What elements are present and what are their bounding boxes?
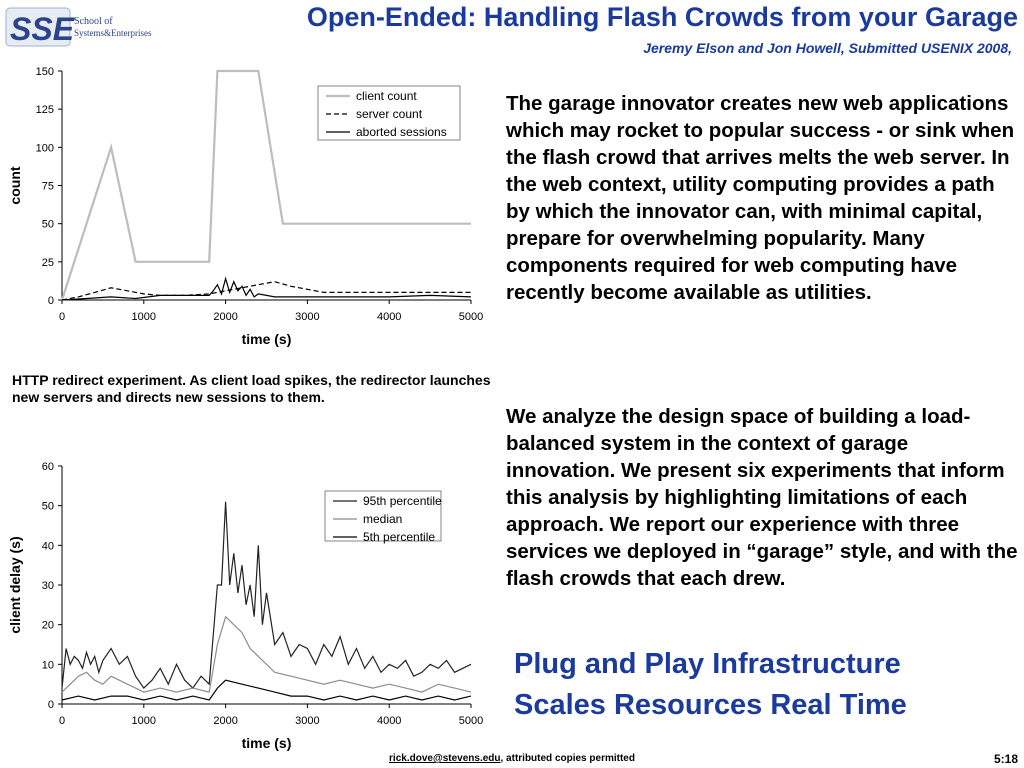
logo-mark: SSE	[10, 11, 75, 47]
legend-label-2: 5th percentile	[363, 530, 436, 544]
footer-text: , attributed copies permitted	[500, 753, 635, 764]
paragraph-intro: The garage innovator creates new web applications which may rocket to popular success - or sink when the flash crowd that arrives melts the web server. In the web context, utility computing provides a path by which the innovator can, with minimal capital, prepare for overwhelming popularity. Many components required for web computing have recently become available as utilities.	[506, 92, 1015, 304]
y-tick-label: 50	[41, 218, 54, 231]
x-axis-label: time (s)	[241, 735, 292, 751]
y-tick-label: 30	[41, 580, 54, 592]
x-tick-label: 2000	[213, 311, 238, 323]
page-number: 5:18	[993, 752, 1018, 766]
count-chart	[0, 58, 492, 358]
tagline-line-1: Plug and Play Infrastructure	[514, 648, 901, 680]
y-tick-label: 40	[41, 540, 54, 553]
series-line-2	[62, 680, 471, 700]
x-tick-label: 4000	[376, 715, 402, 727]
logo-line1: School of	[74, 16, 113, 27]
y-axis-label: client delay (s)	[7, 536, 23, 634]
legend-label-1: median	[363, 512, 403, 526]
x-tick-label: 5000	[458, 311, 484, 323]
series-line-1	[62, 617, 471, 692]
x-tick-label: 2000	[213, 715, 238, 727]
legend-label-1: server count	[356, 107, 423, 121]
slide-title: Open-Ended: Handling Flash Crowds from your Garage	[306, 2, 1018, 32]
series-line-2	[62, 279, 471, 300]
x-axis-label: time (s)	[241, 331, 292, 347]
figure-caption: HTTP redirect experiment. As client load spikes, the redirector launches new servers and directs new sessions to them.	[12, 372, 491, 405]
x-tick-label: 1000	[131, 715, 157, 727]
y-tick-label: 125	[35, 104, 54, 117]
x-tick-label: 3000	[295, 715, 320, 727]
y-tick-label: 50	[41, 500, 54, 513]
legend-label-2: aborted sessions	[356, 125, 447, 139]
footer	[300, 753, 724, 764]
y-tick-label: 0	[47, 295, 54, 307]
y-axis-label: count	[7, 166, 23, 205]
y-tick-label: 25	[41, 256, 54, 269]
x-tick-label: 5000	[458, 715, 484, 727]
slide-subtitle: Jeremy Elson and Jon Howell, Submitted USENIX 2008,	[643, 40, 1012, 56]
y-tick-label: 60	[41, 461, 54, 473]
x-tick-label: 0	[58, 311, 66, 323]
y-tick-label: 100	[35, 142, 54, 155]
y-tick-label: 20	[41, 619, 54, 632]
delay-chart-svg	[0, 454, 492, 759]
delay-chart	[0, 454, 492, 759]
y-tick-label: 150	[35, 66, 54, 78]
y-tick-label: 0	[47, 699, 54, 711]
x-tick-label: 4000	[376, 311, 402, 323]
y-tick-label: 10	[41, 659, 54, 672]
legend-label-0: client count	[356, 89, 417, 103]
x-tick-label: 1000	[131, 311, 157, 323]
count-chart-svg	[0, 58, 492, 358]
legend-label-0: 95th percentile	[363, 494, 442, 508]
paragraph-analysis: We analyze the design space of building a load-balanced system in the context of garage innovation. We present six experiments that inform this analysis by highlighting limitations of each approach. We report our experience with three services we deployed in “garage” style, and with the flash crowds that each drew.	[506, 405, 1018, 590]
x-tick-label: 0	[58, 715, 66, 727]
footer-email-link[interactable]: rick.dove@stevens.edu	[389, 753, 501, 764]
tagline-line-2: Scales Resources Real Time	[514, 689, 907, 721]
y-tick-label: 75	[41, 180, 54, 193]
x-tick-label: 3000	[295, 311, 320, 323]
logo-line2: Systems&Enterprises	[74, 28, 152, 38]
